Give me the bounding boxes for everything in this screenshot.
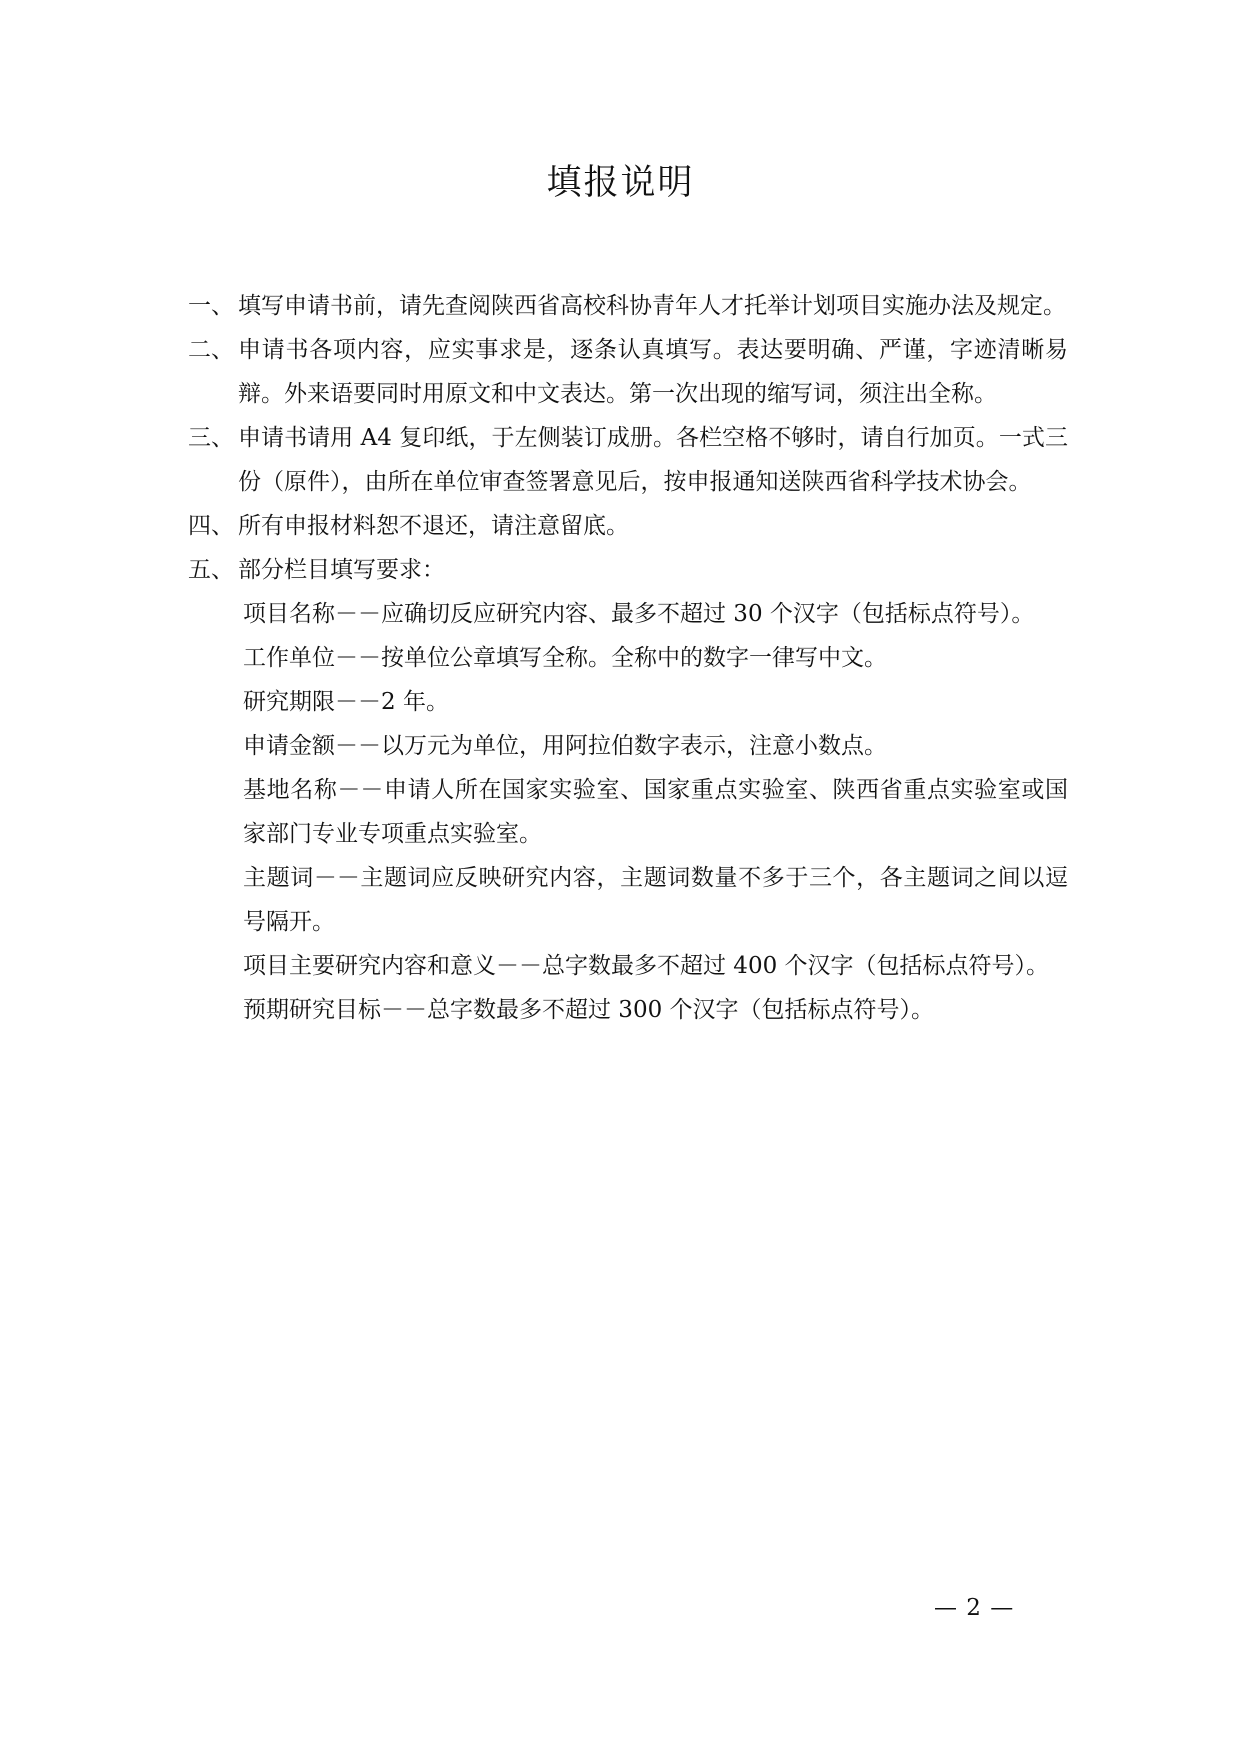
instruction-item-5 (188, 548, 1068, 592)
item-number: 二、 (188, 337, 234, 363)
item-text: 所有申报材料恕不退还，请注意留底。 (238, 513, 629, 539)
field-requirement: 主题词－－主题词应反映研究内容，主题词数量不多于三个，各主题词之间以逗号隔开。 (243, 865, 1068, 935)
instruction-item-1 (188, 284, 1068, 328)
field-requirement: 项目主要研究内容和意义－－总字数最多不超过 400 个汉字（包括标点符号）。 (243, 953, 1050, 979)
item-text: 填写申请书前，请先查阅陕西省高校科协青年人才托举计划项目实施办法及规定。 (238, 293, 1066, 319)
item-number: 四、 (188, 513, 234, 539)
item-number: 一、 (188, 293, 234, 319)
field-requirement: 申请金额－－以万元为单位，用阿拉伯数字表示，注意小数点。 (243, 733, 887, 759)
instruction-item-2 (188, 328, 1068, 416)
field-requirement: 研究期限－－2 年。 (243, 689, 449, 715)
field-requirement: 预期研究目标－－总字数最多不超过 300 个汉字（包括标点符号）。 (243, 997, 935, 1023)
page-number: — 2 — (934, 1595, 1015, 1621)
item-number: 三、 (188, 425, 234, 451)
field-requirement: 项目名称－－应确切反应研究内容、最多不超过 30 个汉字（包括标点符号）。 (243, 601, 1035, 627)
instructions-list (188, 284, 1068, 1032)
instruction-item-3 (188, 416, 1068, 504)
item-text: 申请书请用 A4 复印纸，于左侧装订成册。各栏空格不够时，请自行加页。一式三份（原件），由所在单位审查签署意见后，按申报通知送陕西省科学技术协会。 (238, 425, 1068, 495)
item-text: 部分栏目填写要求： (238, 557, 445, 583)
field-requirement: 基地名称－－申请人所在国家实验室、国家重点实验室、陕西省重点实验室或国家部门专业专项重点实验室。 (243, 777, 1068, 847)
instruction-item-4 (188, 504, 1068, 548)
item-number: 五、 (188, 557, 234, 583)
field-requirement: 工作单位－－按单位公章填写全称。全称中的数字一律写中文。 (243, 645, 887, 671)
item-text: 申请书各项内容，应实事求是，逐条认真填写。表达要明确、严谨，字迹清晰易辩。外来语要同时用原文和中文表达。第一次出现的缩写词，须注出全称。 (238, 337, 1068, 407)
page-title: 填报说明 (546, 163, 695, 203)
field-requirements-list (188, 592, 1068, 1032)
